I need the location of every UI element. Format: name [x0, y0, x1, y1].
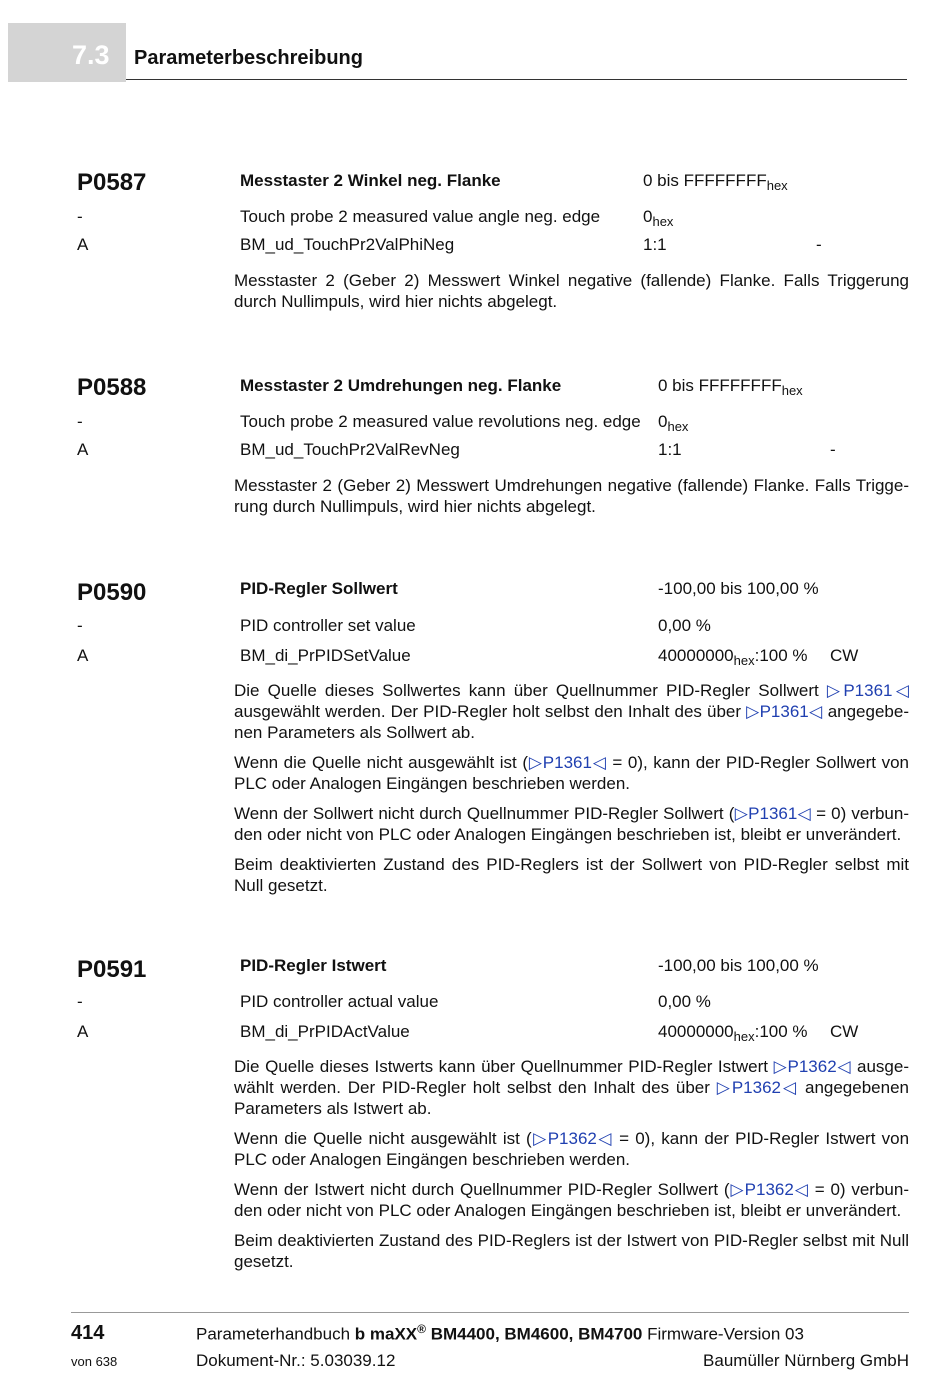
variable-name: BM_di_PrPIDSetValue [240, 646, 411, 665]
unit: - [830, 440, 836, 459]
unit: - [816, 235, 822, 254]
parameter-link-p1362[interactable]: ▷P1362◁ [773, 1057, 852, 1076]
value-range: 0 bis $FFFFFFFF_{hex}$ [643, 171, 788, 193]
unit: CW [830, 646, 859, 665]
variable-name: BM_di_PrPIDActValue [240, 1022, 410, 1041]
parameter-name-de: PID-Regler Sollwert [240, 579, 398, 598]
parameter-name-de: Messtaster 2 Winkel neg. Flanke [240, 171, 501, 190]
parameter-link-p1361[interactable]: ▷P1361◁ [746, 702, 823, 721]
parameter-id: P0590 [77, 579, 147, 606]
default-value: 0,00 % [658, 616, 711, 635]
default-value: $0_{hex}$ [658, 412, 689, 434]
parameter-link-p1361[interactable]: ▷P1361◁ [734, 804, 812, 823]
section-number: 7.3 [72, 40, 110, 70]
parameter-name-en: PID controller actual value [240, 992, 439, 1011]
parameter-id: P0591 [77, 956, 147, 983]
parameter-link-p1362[interactable]: ▷P1362◁ [531, 1129, 613, 1148]
variable-name: BM_ud_TouchPr2ValRevNeg [240, 440, 460, 459]
parameter-link-p1361[interactable]: ▷P1361◁ [826, 681, 909, 700]
parameter-description: Die Quelle dieses Sollwertes kann über Quellnummer PID-Regler Sollwert ▷P1361◁ ausgewählt werden. Der PID-Regler holt selbst den Inhalt des über ▷P1361◁ angegebe-nen Parameters als Sollwert ab. Wenn die Quelle nicht ausgewählt ist (▷P1361◁ = 0), kann der PID-Regler Sollwert von PLC oder Analogen Eingängen beschrieben werden. Wenn der Sollwert nicht durch Quellnummer PID-Regler Sollwert (▷P1361◁ = 0) verbun-den oder nicht von PLC oder Analogen Eingängen beschrieben ist, bleibt er unverändert. Beim deaktivierten Zustand des PID-Reglers ist der Sollwert von PID-Regler selbst mit Null gesetzt. [234, 681, 910, 895]
variable-name: BM_ud_TouchPr2ValPhiNeg [240, 235, 455, 254]
parameter-description: Die Quelle dieses Istwerts kann über Quellnummer PID-Regler Istwert ▷P1362◁ ausge-wählt werden. Der PID-Regler holt selbst den Inhalt des über ▷P1362◁ angegebenen Parameters als Istwert ab. Wenn die Quelle nicht ausgewählt ist (▷P1362◁ = 0), kann der PID-Regler Istwert von PLC oder Analogen Eingängen beschrieben werden. Wenn der Istwert nicht durch Quellnummer PID-Regler Sollwert (▷P1362◁ = 0) verbun-den oder nicht von PLC oder Analogen Eingängen beschrieben ist, bleibt er unverändert. Beim deaktivierten Zustand des PID-Reglers ist der Istwert von PID-Regler selbst mit Null gesetzt. [234, 1057, 910, 1271]
access-code: A [77, 1022, 89, 1041]
parameter-link-p1362[interactable]: ▷P1362◁ [716, 1078, 799, 1097]
manual-title: Parameterhandbuch b maXX® BM4400, BM4600, BM4700 Firmware-Version 03 [196, 1322, 804, 1344]
parameter-id: P0588 [77, 374, 147, 401]
unit: CW [830, 1022, 859, 1041]
parameter-name-en: PID controller set value [240, 616, 416, 635]
parameter-description: Messtaster 2 (Geber 2) Messwert Umdrehungen negative (fallende) Flanke. Falls Trigge-rung durch Nullimpuls, wird hier nichts abgelegt. [234, 476, 909, 516]
parameter-name-en: Touch probe 2 measured value angle neg. edge [240, 207, 601, 226]
parameter-dash: - [77, 616, 83, 635]
value-range: -100,00 bis 100,00 % [658, 956, 819, 975]
section-title: Parameterbeschreibung [134, 47, 363, 69]
parameter-link-p1361[interactable]: ▷P1361◁ [528, 753, 607, 772]
document-number: Dokument-Nr.: 5.03039.12 [196, 1351, 396, 1370]
parameter-link-p1362[interactable]: ▷P1362◁ [729, 1180, 809, 1199]
footer-rule [71, 1312, 909, 1313]
scaling: $40000000_{hex}:100$ % [658, 1022, 808, 1044]
scaling: 1:1 [658, 440, 682, 459]
header-rule [126, 79, 907, 80]
parameter-dash: - [77, 412, 83, 431]
default-value: 0,00 % [658, 992, 711, 1011]
access-code: A [77, 440, 89, 459]
parameter-dash: - [77, 992, 83, 1011]
parameter-description: Messtaster 2 (Geber 2) Messwert Winkel negative (fallende) Flanke. Falls Triggerung durch Nullimpuls, wird hier nichts abgelegt. [234, 271, 909, 311]
access-code: A [77, 235, 89, 254]
value-range: 0 bis $FFFFFFFF_{hex}$ [658, 376, 803, 398]
parameter-name-de: Messtaster 2 Umdrehungen neg. Flanke [240, 376, 562, 395]
parameter-id: P0587 [77, 169, 147, 196]
value-range: -100,00 bis 100,00 % [658, 579, 819, 598]
scaling: 1:1 [643, 235, 667, 254]
parameter-name-en: Touch probe 2 measured value revolutions neg. edge [240, 412, 641, 431]
parameter-name-de: PID-Regler Istwert [240, 956, 387, 975]
access-code: A [77, 646, 89, 665]
page-number: 414 [71, 1322, 105, 1344]
parameter-dash: - [77, 207, 83, 226]
scaling: $40000000_{hex}:100$ % [658, 646, 808, 668]
page-count: von 638 [71, 1354, 118, 1369]
company-name: Baumüller Nürnberg GmbH [703, 1351, 909, 1370]
default-value: $0_{hex}$ [643, 207, 674, 229]
